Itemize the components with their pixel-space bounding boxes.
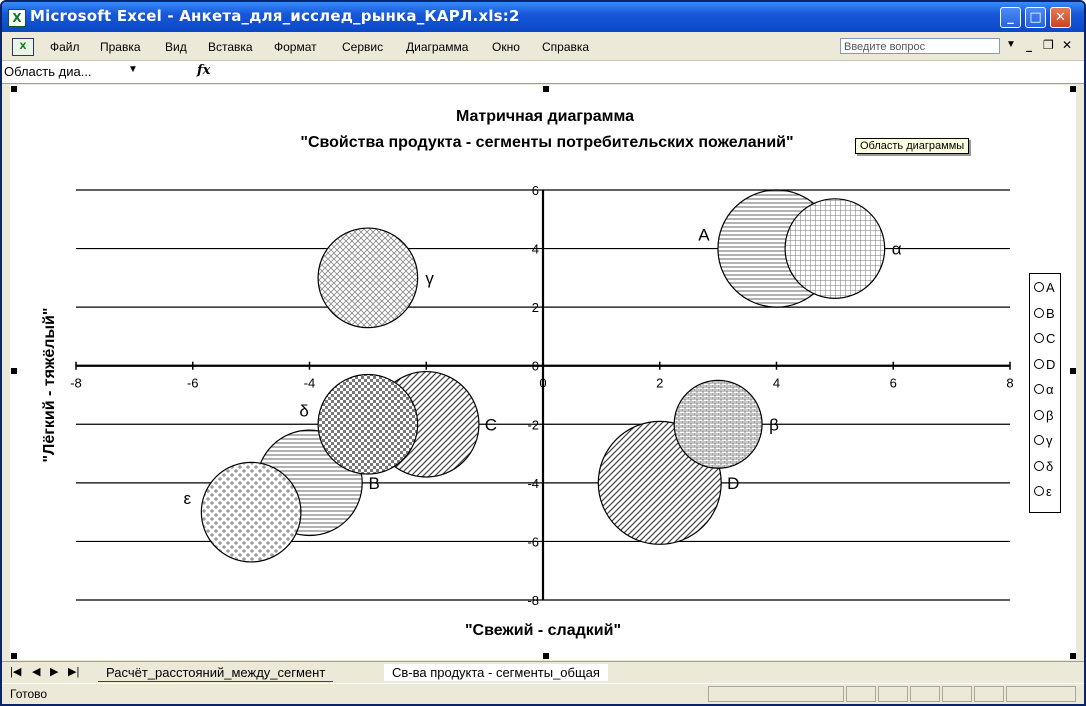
chart-subtitle: "Свойства продукта - сегменты потребительских пожеланий" xyxy=(300,134,794,151)
legend-marker-icon xyxy=(1034,308,1044,318)
legend-label: β xyxy=(1046,407,1054,423)
bubble-label: α xyxy=(891,239,902,259)
menu-tools[interactable]: Сервис xyxy=(342,40,384,54)
selection-handle[interactable] xyxy=(11,86,17,92)
legend-marker-icon xyxy=(1034,282,1044,292)
bubble-γ[interactable] xyxy=(318,228,418,328)
y-tick-label: -6 xyxy=(527,534,539,550)
minimize-button[interactable]: _ xyxy=(1000,7,1021,28)
selection-handle[interactable] xyxy=(1070,653,1076,659)
selection-handle[interactable] xyxy=(11,653,17,659)
bubble-α[interactable] xyxy=(785,199,885,299)
status-bar xyxy=(2,683,1084,705)
status-cell xyxy=(1006,686,1076,702)
selection-handle[interactable] xyxy=(11,368,17,374)
excel-icon[interactable]: X xyxy=(8,9,26,27)
y-tick-label: -2 xyxy=(527,417,539,433)
help-search-input[interactable]: Введите вопрос xyxy=(840,38,1000,54)
chart-area-tooltip: Область диаграммы xyxy=(855,138,969,154)
legend-marker-icon xyxy=(1034,384,1044,394)
menu-file[interactable]: Файл xyxy=(50,40,80,54)
y-tick-label: 6 xyxy=(531,183,539,198)
last-sheet-icon[interactable]: ▶| xyxy=(68,666,80,678)
menu-window[interactable]: Окно xyxy=(492,40,520,54)
legend-item[interactable] xyxy=(1034,459,1053,474)
sheet-tab-bar xyxy=(2,661,1084,684)
legend-label: A xyxy=(1046,280,1055,295)
close-button[interactable]: ✕ xyxy=(1050,7,1071,28)
legend-item[interactable] xyxy=(1034,382,1054,397)
chart-title: Матричная диаграмма xyxy=(455,108,635,125)
legend-label: B xyxy=(1046,305,1055,321)
title-bar xyxy=(2,2,1084,32)
bubble-label: ε xyxy=(183,489,192,509)
legend-label: D xyxy=(1046,356,1056,372)
bubble-label: C xyxy=(484,415,498,435)
legend-label: ε xyxy=(1046,484,1052,499)
first-sheet-icon[interactable]: |◀ xyxy=(10,666,22,678)
x-tick-label: 0 xyxy=(539,375,547,391)
status-cell xyxy=(942,686,972,702)
legend-marker-icon xyxy=(1034,435,1044,445)
chart-sheet[interactable] xyxy=(10,85,1076,660)
legend-marker-icon xyxy=(1034,333,1044,343)
bubble-ε[interactable] xyxy=(201,462,301,562)
sheet-tab-product-segments[interactable]: Св-ва продукта - сегменты_общая xyxy=(384,664,608,681)
legend-item[interactable] xyxy=(1034,331,1055,346)
bubble-label: A xyxy=(698,225,710,245)
status-cell xyxy=(846,686,876,702)
legend-item[interactable] xyxy=(1034,357,1055,372)
sheet-tab-distances[interactable]: Расчёт_расстояний_между_сегмент xyxy=(98,664,333,682)
name-box[interactable]: Область диа... xyxy=(4,63,144,80)
y-tick-label: -8 xyxy=(527,593,539,608)
x-tick-label: 8 xyxy=(1006,375,1014,391)
bubble-δ[interactable] xyxy=(318,375,418,475)
selection-handle[interactable] xyxy=(1070,368,1076,374)
bubble-label: δ xyxy=(299,401,309,421)
selection-handle[interactable] xyxy=(543,86,549,92)
chevron-down-icon[interactable]: ▼ xyxy=(1006,39,1016,50)
bubble-label: B xyxy=(368,473,380,493)
menu-insert[interactable]: Вставка xyxy=(208,40,253,54)
window-title: Microsoft Excel - Анкета_для_исслед_рынка_КАРЛ.xls:2 xyxy=(30,7,520,25)
x-tick-label: 6 xyxy=(889,375,897,391)
x-tick-label: -4 xyxy=(303,375,316,391)
doc-restore-button[interactable]: ❐ xyxy=(1043,38,1054,52)
doc-close-button[interactable]: ✕ xyxy=(1062,38,1073,52)
chart-legend[interactable] xyxy=(1029,273,1061,513)
menu-chart[interactable]: Диаграмма xyxy=(406,40,469,54)
menu-help[interactable]: Справка xyxy=(542,40,590,54)
legend-marker-icon xyxy=(1034,486,1044,496)
legend-marker-icon xyxy=(1034,410,1044,420)
bubble-label: β xyxy=(769,415,779,435)
status-cell xyxy=(974,686,1004,702)
doc-minimize-button[interactable]: _ xyxy=(1026,38,1032,52)
legend-label: γ xyxy=(1046,433,1053,448)
x-tick-label: -6 xyxy=(186,375,199,391)
x-tick-label: -8 xyxy=(70,375,82,391)
next-sheet-icon[interactable]: ▶ xyxy=(50,666,59,678)
status-cell xyxy=(878,686,908,702)
bubble-label: D xyxy=(727,473,740,493)
menu-view[interactable]: Вид xyxy=(165,40,187,54)
legend-item[interactable] xyxy=(1034,484,1052,499)
selection-handle[interactable] xyxy=(1070,86,1076,92)
legend-item[interactable] xyxy=(1034,433,1053,448)
formula-bar xyxy=(2,61,1084,84)
bubble-chart[interactable] xyxy=(10,85,1076,660)
y-tick-label: 2 xyxy=(531,300,539,316)
legend-marker-icon xyxy=(1034,359,1044,369)
legend-item[interactable] xyxy=(1034,280,1055,295)
menu-bar xyxy=(2,32,1084,61)
legend-item[interactable] xyxy=(1034,408,1053,423)
bubble-β[interactable] xyxy=(674,380,762,468)
prev-sheet-icon[interactable]: ◀ xyxy=(32,666,41,678)
status-text: Готово xyxy=(10,687,48,701)
x-tick-label: 2 xyxy=(656,375,664,391)
legend-label: δ xyxy=(1046,458,1054,474)
bubble-label: γ xyxy=(425,268,434,288)
status-cell xyxy=(708,686,844,702)
y-tick-label: 0 xyxy=(531,358,539,374)
menu-edit[interactable]: Правка xyxy=(100,40,141,54)
legend-label: α xyxy=(1046,382,1054,397)
maximize-button[interactable]: □ xyxy=(1025,7,1046,28)
legend-marker-icon xyxy=(1034,461,1044,471)
status-cell xyxy=(910,686,940,702)
chevron-down-icon[interactable]: ▼ xyxy=(128,64,138,75)
workbook-icon[interactable]: X xyxy=(12,38,34,56)
x-axis-label: "Свежий - сладкий" xyxy=(464,622,622,639)
legend-label: C xyxy=(1046,331,1056,346)
selection-handle[interactable] xyxy=(543,653,549,659)
x-tick-label: 4 xyxy=(772,375,781,391)
y-tick-label: 4 xyxy=(531,241,539,257)
legend-item[interactable] xyxy=(1034,306,1055,321)
y-tick-label: -4 xyxy=(527,475,539,491)
menu-format[interactable]: Формат xyxy=(274,40,317,54)
y-axis-label: "Лёгкий - тяжёлый" xyxy=(41,307,58,463)
function-icon[interactable]: fx xyxy=(197,63,211,78)
